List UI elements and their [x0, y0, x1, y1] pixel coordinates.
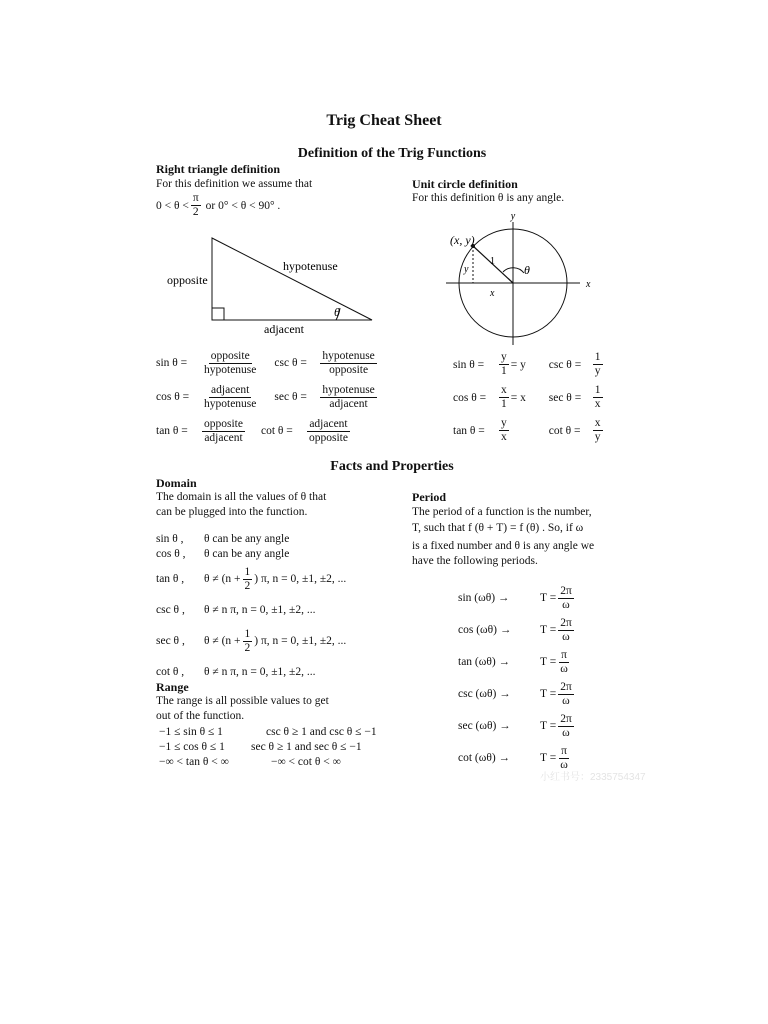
domain-fn: sin θ , [156, 532, 184, 545]
right-triangle-heading: Right triangle definition [156, 162, 281, 176]
period-fn: cos (ωθ) → [458, 624, 512, 636]
denominator: x [501, 431, 507, 443]
range-right: csc θ ≥ 1 and csc θ ≤ −1 [266, 725, 377, 738]
numerator: hypotenuse [322, 383, 375, 396]
def-sec-lhs: sec θ = [274, 391, 307, 403]
uc-cot-lhs: cot θ = [548, 424, 581, 437]
domain-fraction [243, 628, 253, 655]
period-intro-4: have the following periods. [412, 555, 538, 567]
denominator: ω [562, 694, 570, 707]
uc-tan-lhs: tan θ = [453, 424, 485, 437]
period-lhs: T = [540, 752, 557, 764]
def-sin-fraction [202, 350, 258, 377]
def-cos-lhs: cos θ = [156, 391, 190, 403]
domain-intro-1: The domain is all the values of θ that [156, 491, 327, 503]
uc-sin-fraction [499, 351, 509, 378]
numerator: x [501, 384, 507, 396]
domain-fn: cos θ , [156, 547, 186, 560]
unit-circle-heading: Unit circle definition [412, 177, 518, 191]
numerator: 2π [560, 584, 572, 597]
range-intro-2: out of the function. [156, 710, 245, 722]
label-opposite: opposite [167, 273, 208, 287]
denominator: ω [560, 662, 568, 675]
watermark: 小红书号：2335754347 [540, 772, 646, 783]
numerator: opposite [204, 417, 243, 430]
def-sec-fraction [320, 384, 376, 411]
point-label: (x, y) [450, 233, 475, 247]
unit-circle-diagram [440, 208, 600, 348]
domain-fn: sec θ , [156, 635, 185, 647]
domain-cond: θ ≠ (n + [204, 573, 241, 585]
theta-label: θ [524, 263, 530, 277]
label-adjacent: adjacent [264, 322, 304, 336]
numerator: 1 [244, 565, 251, 578]
domain-cond: θ ≠ n π, n = 0, ±1, ±2, ... [204, 666, 316, 678]
uc-sin-rhs: = y [510, 358, 526, 371]
condition-left: 0 < θ < [156, 199, 189, 212]
numerator: adjacent [211, 383, 250, 396]
denominator: ω [562, 630, 570, 643]
def-cot-fraction [307, 418, 350, 445]
period-fraction [558, 649, 570, 676]
period-list [458, 582, 576, 774]
radius-label: 1 [490, 256, 495, 267]
denominator: 2 [244, 641, 251, 654]
right-triangle-condition [156, 192, 280, 219]
numerator: adjacent [309, 417, 348, 430]
denominator: 1 [501, 398, 507, 410]
period-intro-1: The period of a function is the number, [412, 506, 592, 518]
denominator: y [594, 431, 601, 443]
domain-cond: θ can be any angle [204, 532, 290, 545]
numerator: y [501, 351, 507, 363]
numerator: 2π [560, 680, 572, 693]
denominator: opposite [308, 431, 348, 444]
denominator: 1 [501, 365, 507, 377]
def-tan-lhs: tan θ = [156, 425, 188, 437]
period-fraction [558, 713, 574, 740]
domain-fn: cot θ , [156, 666, 185, 678]
domain-list [156, 531, 346, 685]
unit-circle-intro: For this definition θ is any angle. [412, 192, 565, 204]
fraction-numerator: π [192, 192, 199, 204]
denominator: ω [562, 726, 570, 739]
def-cot-lhs: cot θ = [260, 425, 293, 437]
denominator: hypotenuse [204, 363, 257, 376]
right-triangle-definitions [156, 346, 379, 448]
numerator: π [561, 744, 567, 757]
section-heading-definitions: Definition of the Trig Functions [297, 146, 487, 161]
uc-cot-fraction [593, 417, 603, 444]
domain-cond: θ ≠ (n + [204, 635, 241, 647]
numerator: opposite [210, 349, 250, 362]
fraction-denominator: 2 [192, 206, 199, 218]
uc-csc-lhs: csc θ = [548, 358, 582, 371]
domain-fn: tan θ , [156, 573, 185, 585]
uc-cos-rhs: = x [510, 391, 526, 404]
numerator: 1 [244, 627, 251, 640]
triangle-shape [212, 238, 372, 320]
uc-tan-fraction [499, 417, 509, 444]
domain-intro-2: can be plugged into the function. [156, 506, 308, 518]
numerator: 1 [594, 384, 601, 396]
domain-cond: θ ≠ n π, n = 0, ±1, ±2, ... [204, 604, 316, 616]
def-sin-lhs: sin θ = [156, 357, 188, 369]
uc-sin-lhs: sin θ = [453, 358, 485, 371]
def-cos-fraction [202, 384, 258, 411]
period-fn: cot (ωθ) → [458, 752, 511, 764]
period-lhs: T = [540, 656, 557, 668]
denominator: x [594, 398, 601, 410]
denominator: 2 [244, 579, 251, 592]
numerator: 2π [560, 712, 572, 725]
uc-csc-fraction [593, 351, 603, 378]
label-hypotenuse: hypotenuse [283, 259, 338, 273]
period-fn: sec (ωθ) → [458, 720, 511, 732]
denominator: hypotenuse [204, 397, 257, 410]
period-fraction [558, 617, 574, 644]
denominator: adjacent [329, 397, 368, 410]
x-segment-label: x [490, 288, 495, 299]
range-intro-1: The range is all possible values to get [156, 695, 329, 707]
denominator: y [594, 365, 601, 377]
range-left: −1 ≤ cos θ ≤ 1 [159, 740, 225, 753]
numerator: y [501, 417, 507, 429]
domain-heading: Domain [156, 476, 197, 490]
uc-sec-fraction [593, 384, 603, 411]
uc-cos-fraction [499, 384, 509, 411]
period-fraction [558, 585, 574, 612]
period-intro-2: T, such that f (θ + T) = f (θ) . So, if ω [412, 522, 584, 534]
label-theta: θ [334, 305, 340, 319]
numerator: x [594, 417, 601, 429]
period-fn: sin (ωθ) → [458, 592, 510, 604]
y-segment-label: y [464, 264, 469, 275]
denominator: ω [562, 598, 570, 611]
right-triangle-diagram [150, 230, 390, 340]
numerator: π [561, 648, 567, 661]
range-right: sec θ ≥ 1 and sec θ ≤ −1 [251, 740, 362, 753]
period-fn: tan (ωθ) → [458, 656, 511, 668]
period-lhs: T = [540, 720, 557, 732]
period-fraction [558, 681, 574, 708]
x-axis-label: x [586, 279, 591, 290]
right-angle-marker [212, 308, 224, 320]
section-heading-facts: Facts and Properties [330, 459, 454, 474]
right-triangle-intro: For this definition we assume that [156, 178, 313, 190]
numerator: 2π [560, 616, 572, 629]
range-list [159, 724, 377, 769]
def-tan-fraction [202, 418, 245, 445]
domain-cond: θ can be any angle [204, 547, 290, 560]
def-csc-fraction [320, 350, 376, 377]
denominator: ω [560, 758, 568, 771]
period-lhs: T = [540, 592, 557, 604]
period-lhs: T = [540, 688, 557, 700]
denominator: adjacent [204, 431, 243, 444]
range-left: −1 ≤ sin θ ≤ 1 [159, 725, 223, 738]
uc-sec-lhs: sec θ = [548, 391, 582, 404]
condition-right: or 0° < θ < 90° . [205, 199, 281, 212]
range-right: −∞ < cot θ < ∞ [271, 755, 341, 768]
y-axis-label: y [510, 211, 516, 222]
domain-tail: ) π, n = 0, ±1, ±2, ... [254, 573, 347, 585]
numerator: 1 [594, 351, 601, 363]
period-intro-3: is a fixed number and θ is any angle we [412, 540, 595, 552]
period-heading: Period [412, 490, 446, 504]
page-title: Trig Cheat Sheet [326, 112, 442, 129]
domain-tail: ) π, n = 0, ±1, ±2, ... [254, 635, 347, 647]
numerator: hypotenuse [322, 349, 375, 362]
def-csc-lhs: csc θ = [274, 357, 307, 369]
domain-fn: csc θ , [156, 604, 185, 616]
period-lhs: T = [540, 624, 557, 636]
condition-fraction [191, 192, 201, 219]
denominator: opposite [329, 363, 369, 376]
unit-circle-definitions [453, 348, 605, 447]
uc-cos-lhs: cos θ = [453, 391, 487, 404]
period-fn: csc (ωθ) → [458, 688, 511, 700]
range-heading: Range [156, 680, 189, 694]
domain-fraction [243, 566, 253, 593]
range-left: −∞ < tan θ < ∞ [159, 755, 229, 768]
